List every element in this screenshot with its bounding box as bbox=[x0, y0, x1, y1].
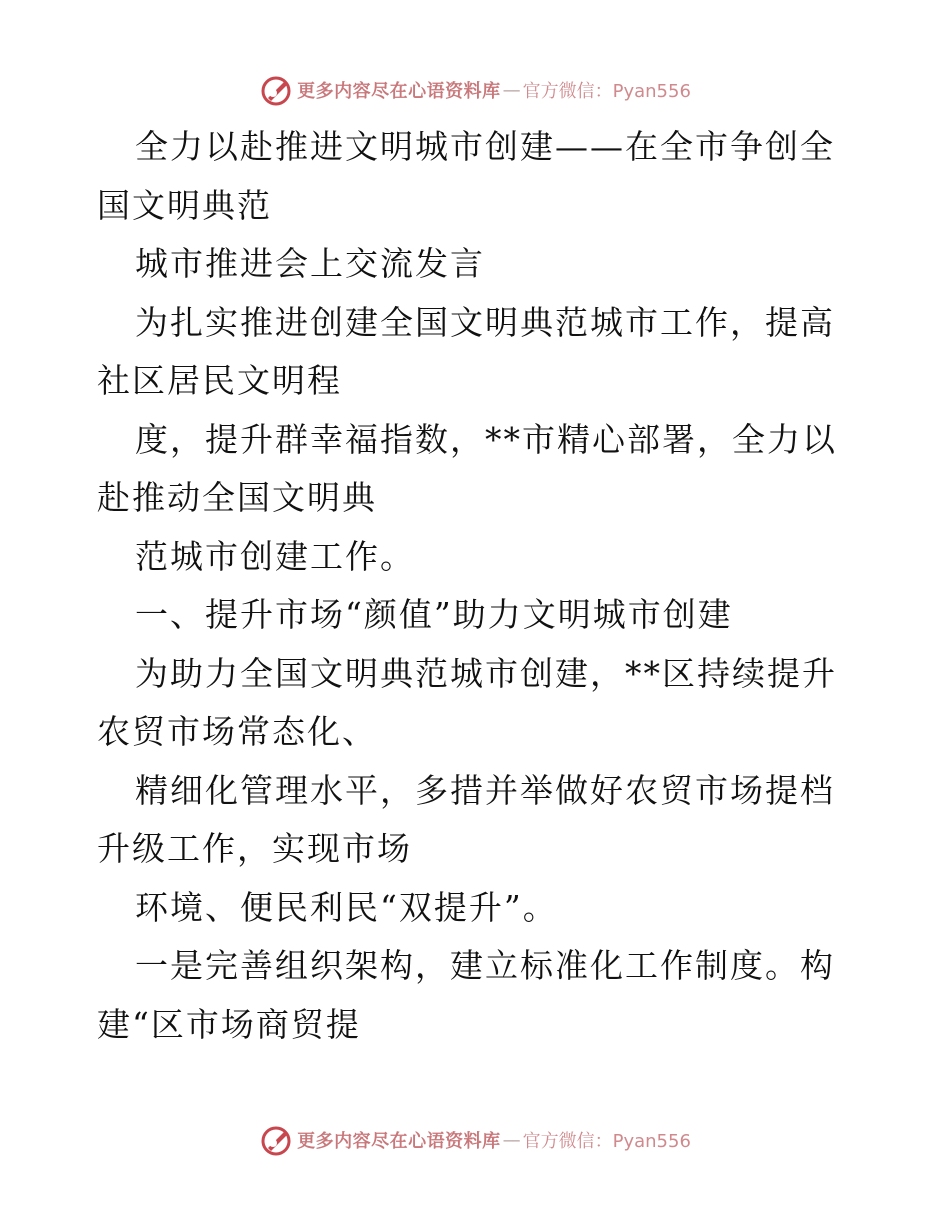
paragraph: 环境、便民利民“双提升”。 bbox=[135, 887, 558, 927]
watermark-contact: 官方微信：Pyan556 bbox=[522, 81, 691, 102]
document-title-line-1: 全力以赴推进文明城市创建——在全市争创全国文明典范 bbox=[97, 127, 835, 225]
watermark-site-text: 更多内容尽在心语资料库 bbox=[297, 1131, 501, 1152]
watermark-separator: — bbox=[502, 79, 521, 101]
paragraph: 一是完善组织架构，建立标准化工作制度。构建“区市场商贸提 bbox=[97, 946, 835, 1044]
paragraph: 精细化管理水平，多措并举做好农贸市场提档升级工作，实现市场 bbox=[97, 770, 835, 868]
paragraph: 度，提升群幸福指数，**市精心部署，全力以赴推动全国文明典 bbox=[97, 419, 837, 517]
quill-logo-icon bbox=[259, 1123, 293, 1157]
document-title-line-2: 城市推进会上交流发言 bbox=[135, 244, 485, 283]
watermark-contact: 官方微信：Pyan556 bbox=[522, 1131, 691, 1152]
paragraph: 为扎实推进创建全国文明典范城市工作，提高社区居民文明程 bbox=[97, 302, 835, 400]
watermark-site-text: 更多内容尽在心语资料库 bbox=[297, 81, 501, 102]
footer-watermark bbox=[0, 1120, 950, 1160]
paragraph: 范城市创建工作。 bbox=[135, 536, 415, 576]
header-watermark bbox=[0, 70, 950, 110]
paragraph: 为助力全国文明典范城市创建，**区持续提升农贸市场常态化、 bbox=[97, 653, 837, 751]
document-body bbox=[97, 118, 857, 1054]
quill-logo-icon bbox=[259, 73, 293, 107]
watermark-separator: — bbox=[502, 1129, 521, 1151]
section-heading: 一、提升市场“颜值”助力文明城市创建 bbox=[135, 595, 733, 634]
